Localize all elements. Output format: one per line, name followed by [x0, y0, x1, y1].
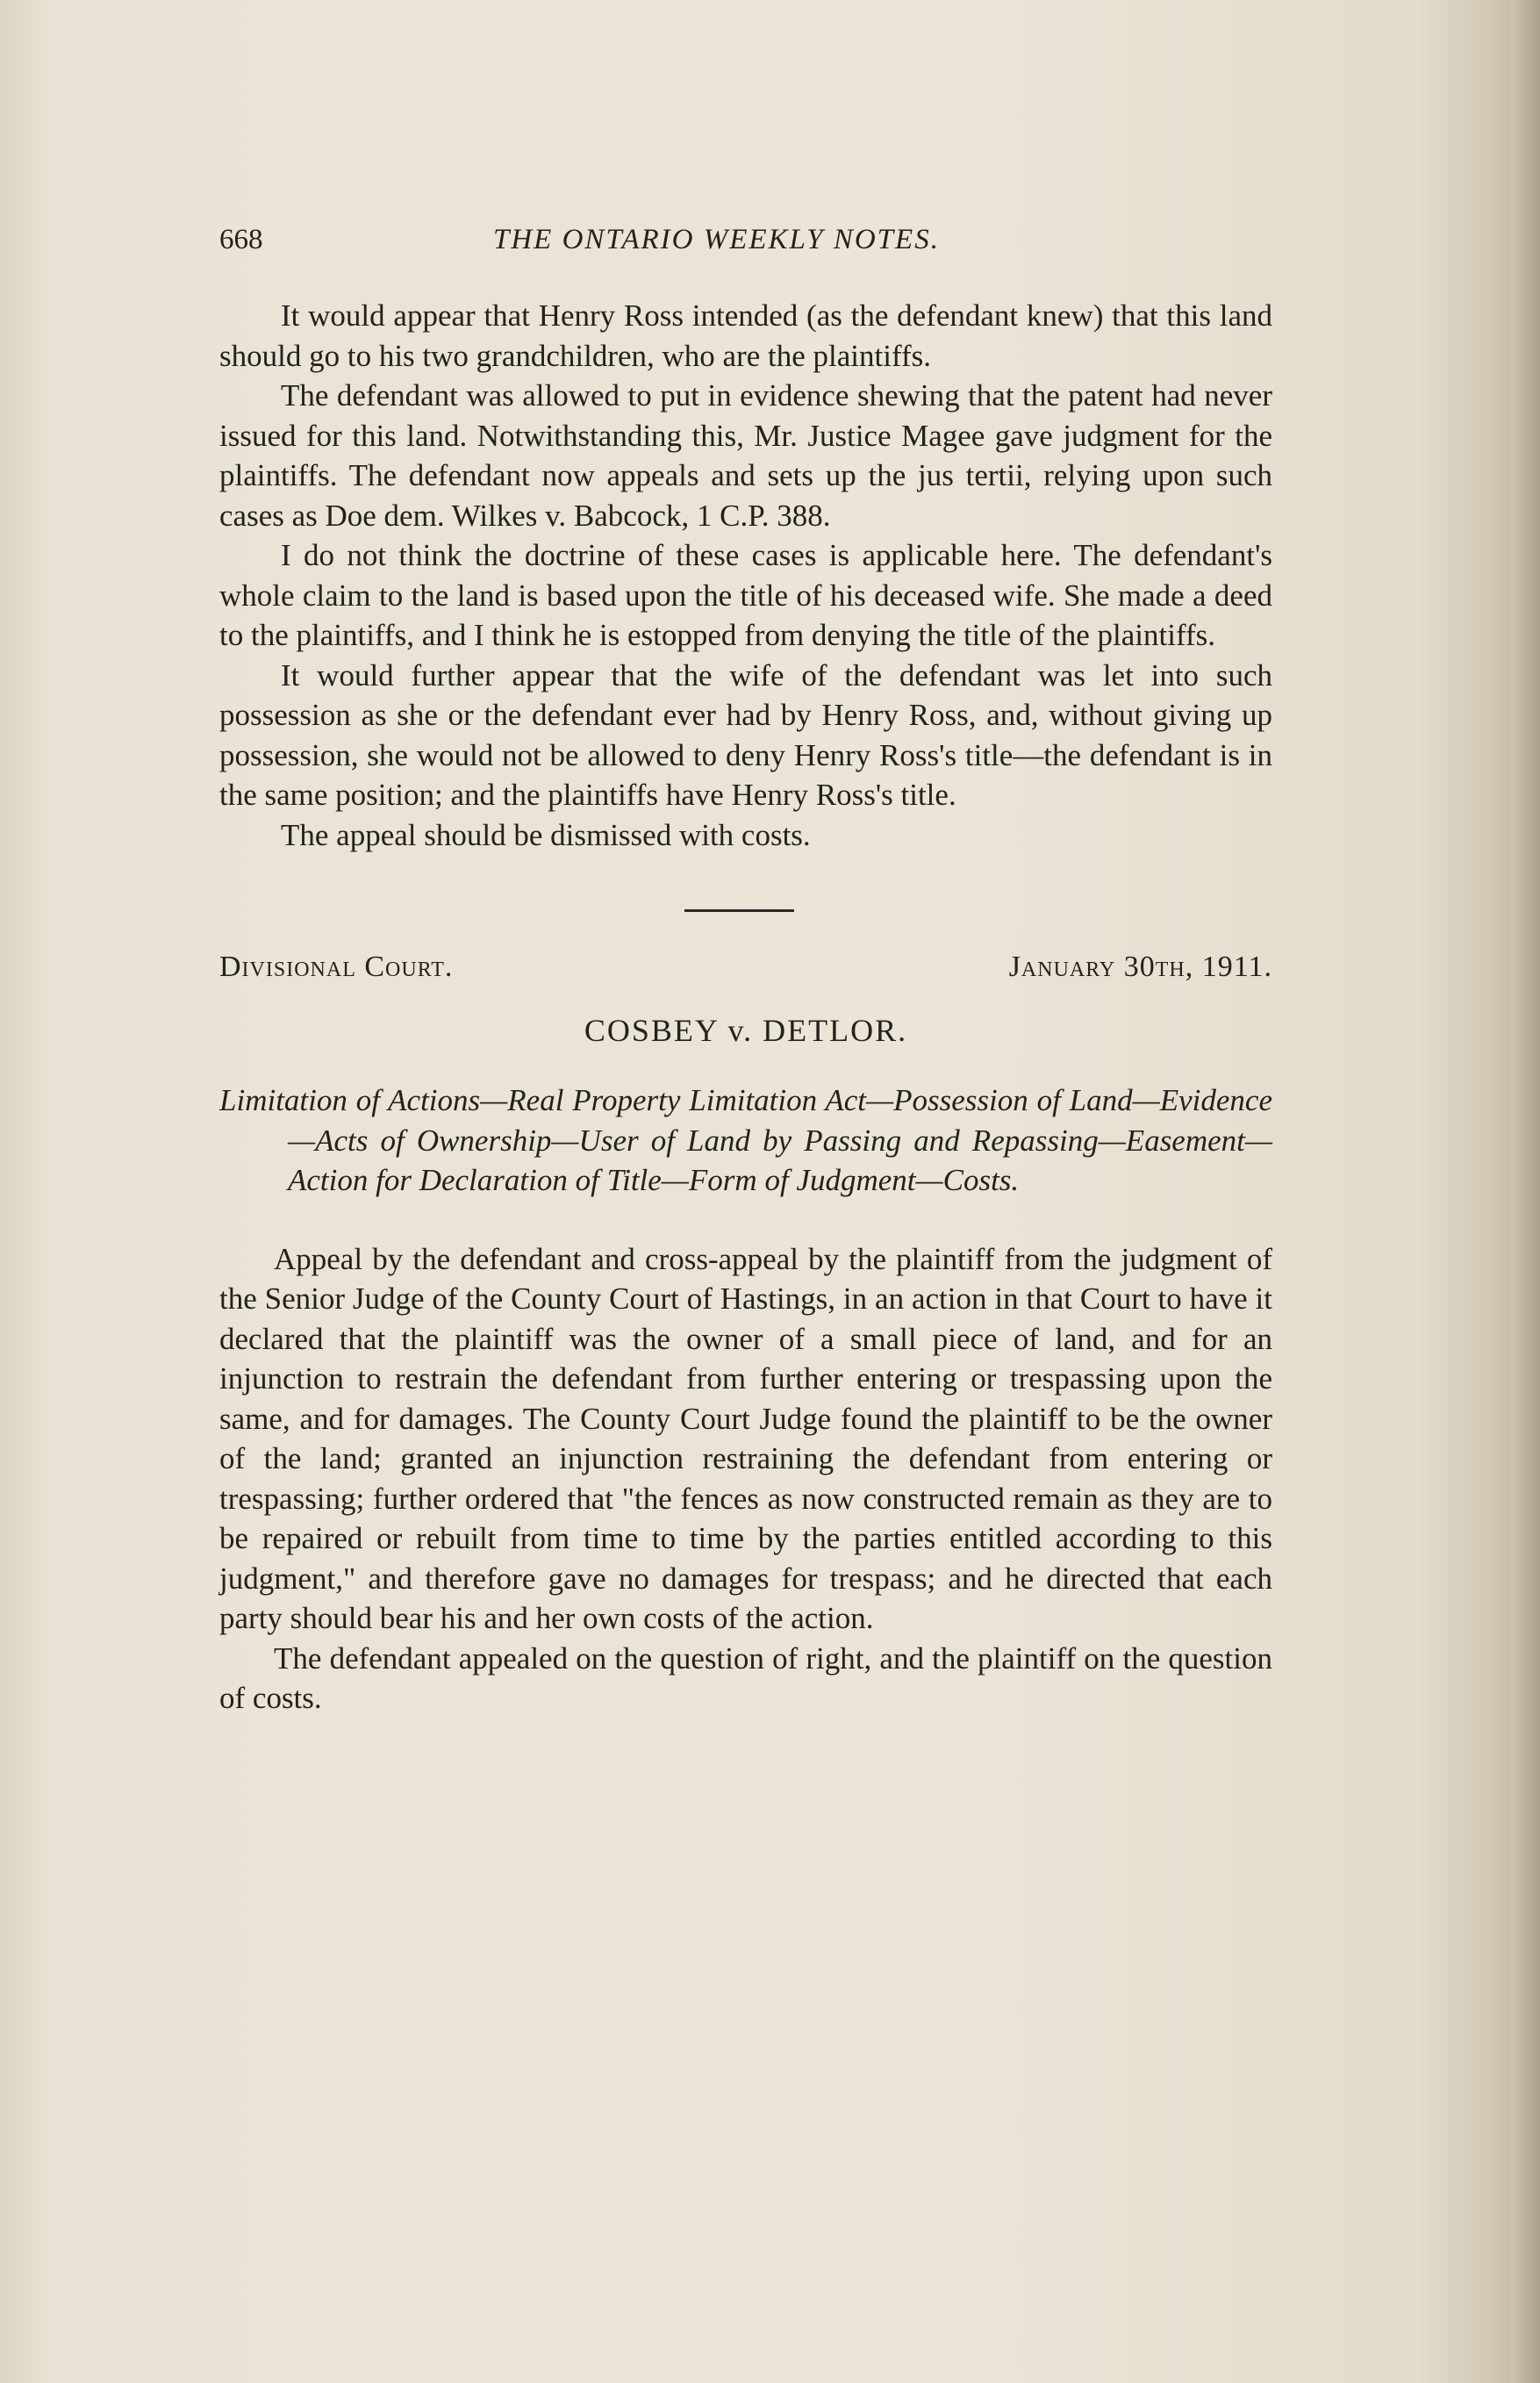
- paragraph: The defendant was allowed to put in evidence shewing that the patent had never issued for this land. Notwithstanding this, Mr. Justice Magee gave judgment for the plaintiffs. The defendant now appeals and sets up the jus tertii, relying upon such cases as Doe dem. Wilkes v. Babcock, 1 C.P. 388.: [219, 378, 1272, 533]
- running-head: [219, 224, 1272, 276]
- paragraph: It would appear that Henry Ross intended (as the defendant knew) that this land should go to his two grandchildren, who are the plaintiffs.: [219, 298, 1272, 373]
- opinion-text: [219, 296, 1272, 855]
- section-divider: [684, 909, 794, 912]
- page-content: [219, 224, 1272, 1719]
- paragraph: I do not think the doctrine of these cases is applicable here. The defendant's whole claim to the land is based upon the title of his deceased wife. She made a deed to the plaintiffs, and I think he is estopped from denying the title of the plaintiffs.: [219, 538, 1272, 652]
- paragraph: Appeal by the defendant and cross-appeal by the plaintiff from the judgment of the Senior Judge of the County Court of Hastings, in an action in that Court to have it declared that the plaintiff was the owner of a small piece of land, and for an injunction to restrain the defendant from further entering or trespassing upon the same, and for damages. The County Court Judge found the plaintiff to be the owner of the land; granted an injunction restraining the defendant from entering or trespassing; further ordered that "the fences as now constructed remain as they are to be repaired or rebuilt from time to time by the parties entitled according to this judgment," and therefore gave no damages for trespass; and he directed that each party should bear his and her own costs of the action.: [219, 1241, 1272, 1635]
- paragraph: It would further appear that the wife of the defendant was let into such possession as she or the defendant ever had by Henry Ross, and, without giving up possession, she would not be allowed to deny Henry Ross's title—the defendant is in the same position; and the plaintiffs have Henry Ross's title.: [219, 657, 1272, 812]
- headnote: Limitation of Actions—Real Property Limitation Act—Possession of Land—Evidence—Acts of Ownership—User of Land by Passing and Repassing—Easement—Action for Declaration of Title—Form of Judgment—Costs.: [219, 1083, 1272, 1197]
- page-number: 668: [219, 224, 263, 255]
- case-text: [219, 1239, 1272, 1719]
- court-line: [219, 951, 1272, 994]
- page-gutter: [1510, 0, 1540, 2383]
- paragraph: The defendant appealed on the question of right, and the plaintiff on the question of costs.: [219, 1640, 1272, 1715]
- paragraph: The appeal should be dismissed with costs.: [281, 817, 811, 852]
- journal-title: THE ONTARIO WEEKLY NOTES.: [493, 224, 940, 255]
- court-name: Divisional Court.: [219, 951, 454, 983]
- court-date: January 30th, 1911.: [1008, 951, 1272, 983]
- case-title: COSBEY v. DETLOR.: [584, 1013, 908, 1048]
